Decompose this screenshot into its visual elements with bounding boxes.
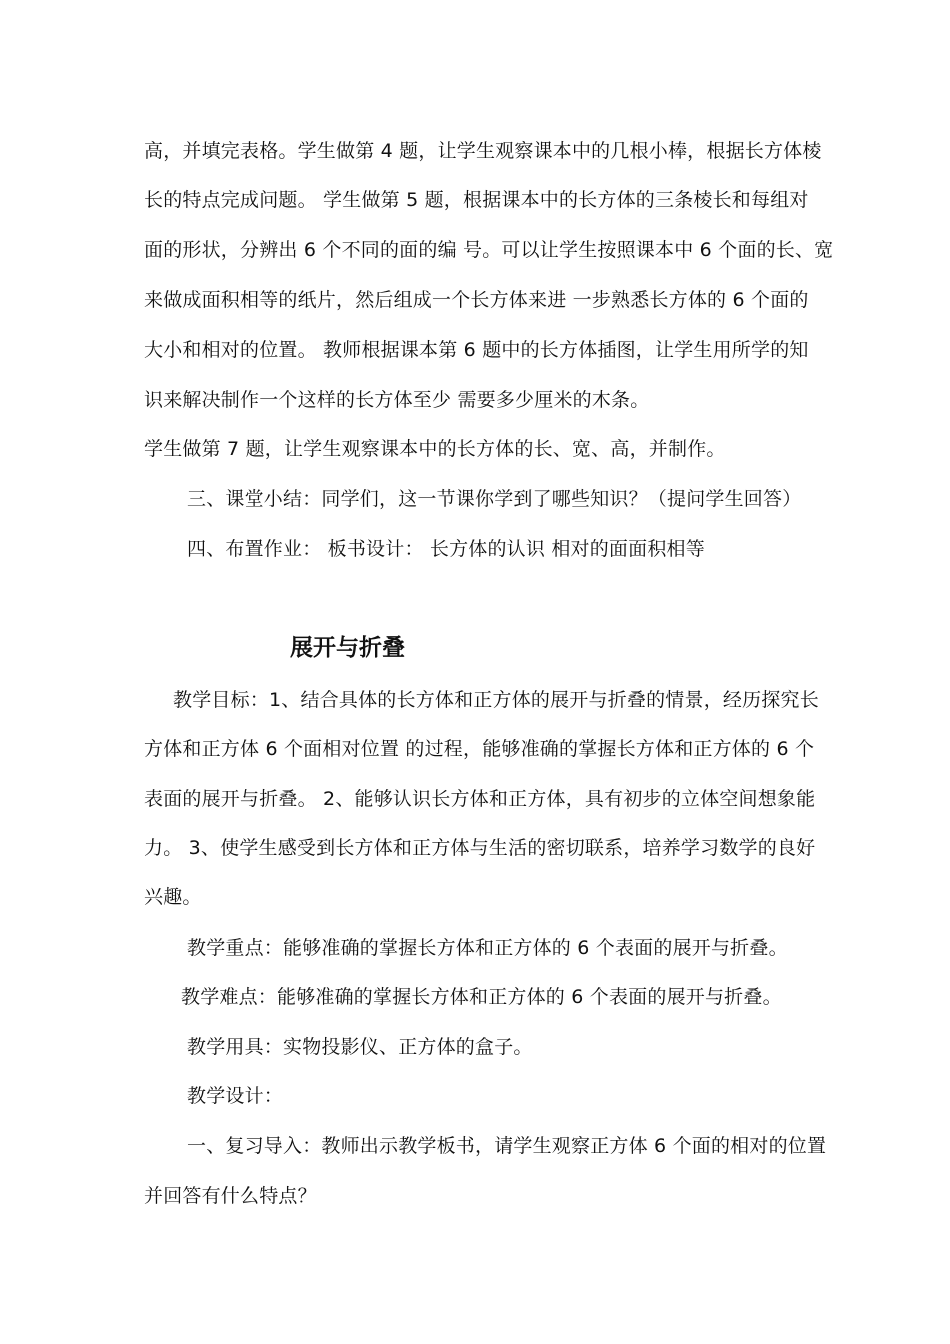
paragraph-line: 学生做第 7 题，让学生观察课本中的长方体的长、宽、高，并制作。 [144,438,726,460]
paragraph-line: 长的特点完成问题。 学生做第 5 题，根据课本中的长方体的三条棱长和每组对 [144,189,809,211]
teaching-tools: 教学用具：实物投影仪、正方体的盒子。 [187,1036,533,1058]
class-summary: 三、课堂小结：同学们，这一节课你学到了哪些知识？（提问学生回答） [187,488,802,510]
goals-line: 方体和正方体 6 个面相对位置 的过程，能够准确的掌握长方体和正方体的 6 个 [144,738,815,760]
goals-line: 表面的展开与折叠。 2、能够认识长方体和正方体，具有初步的立体空间想象能 [144,788,816,810]
review-line: 并回答有什么特点？ [144,1185,317,1207]
paragraph-line: 大小和相对的位置。 教师根据课本第 6 题中的长方体插图，让学生用所学的知 [144,339,809,361]
goals-line: 力。 3、使学生感受到长方体和正方体与生活的密切联系，培养学习数学的良好 [144,837,816,859]
paragraph-line: 高，并填完表格。学生做第 4 题，让学生观察课本中的几根小棒，根据长方体棱 [144,140,822,162]
review-line: 一、复习导入：教师出示教学板书，请学生观察正方体 6 个面的相对的位置 [187,1135,827,1157]
key-point: 教学重点：能够准确的掌握长方体和正方体的 6 个表面的展开与折叠。 [187,937,788,959]
paragraph-line: 来做成面积相等的纸片，然后组成一个长方体来进 一步熟悉长方体的 6 个面的 [144,289,809,311]
paragraph-line: 识来解决制作一个这样的长方体至少 需要多少厘米的木条。 [144,389,650,411]
homework-assignment: 四、布置作业： 板书设计： 长方体的认识 相对的面面积相等 [187,538,705,560]
section-title: 展开与折叠 [290,635,405,661]
difficulty-point: 教学难点：能够准确的掌握长方体和正方体的 6 个表面的展开与折叠。 [181,986,782,1008]
goals-line: 教学目标：1、结合具体的长方体和正方体的展开与折叠的情景，经历探究长 [173,689,819,711]
goals-line: 兴趣。 [144,886,202,908]
paragraph-line: 面的形状，分辨出 6 个不同的面的编 号。可以让学生按照课本中 6 个面的长、宽 [144,239,834,261]
teaching-design: 教学设计： [187,1085,284,1107]
